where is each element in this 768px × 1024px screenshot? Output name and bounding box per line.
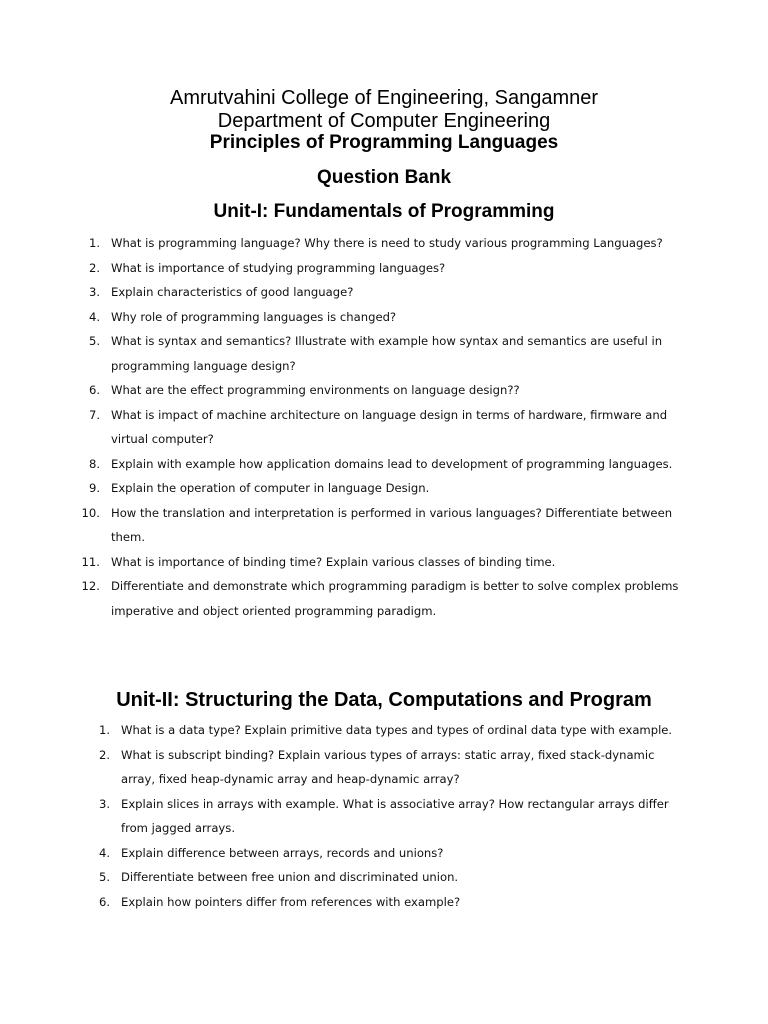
question-number: 6.	[88, 383, 100, 397]
question-text: What is importance of studying programming languages?	[111, 260, 446, 275]
question-item	[0, 403, 768, 452]
question-text: Explain the operation of computer in language Design.	[111, 481, 430, 495]
question-text: Why role of programming languages is changed?	[111, 309, 397, 324]
question-number: 3.	[88, 285, 100, 299]
question-item	[0, 305, 768, 330]
question-item	[0, 256, 768, 281]
question-text: What is syntax and semantics? Illustrate with example how syntax and semantics are useful in programming language design?	[111, 334, 663, 373]
question-item	[0, 452, 768, 477]
question-number: 5.	[88, 334, 100, 348]
question-text: Differentiate and demonstrate which programming paradigm is better to solve complex problems imperative and object oriented programming paradigm.	[111, 579, 679, 618]
question-text: Explain with example how application domains lead to development of programming languages.	[111, 456, 673, 471]
question-item	[0, 378, 768, 403]
unit2-question-list	[0, 718, 768, 914]
question-item	[0, 476, 768, 501]
question-number: 2.	[88, 260, 100, 275]
question-number: 7.	[88, 407, 100, 422]
question-number: 1.	[98, 723, 110, 737]
question-item	[0, 890, 768, 915]
question-number: 4.	[88, 309, 100, 324]
question-item	[0, 231, 768, 256]
question-text: Explain characteristics of good language?	[111, 285, 354, 299]
question-text: What is importance of binding time? Explain various classes of binding time.	[111, 554, 556, 569]
question-text: What is subscript binding? Explain various types of arrays: static array, fixed stack-dynamic array, fixed heap-dynamic array and heap-dynamic array?	[121, 747, 655, 786]
question-item	[0, 550, 768, 575]
question-item	[0, 743, 768, 792]
question-text: Explain how pointers differ from references with example?	[121, 894, 461, 909]
question-item	[0, 501, 768, 550]
question-number: 9.	[88, 481, 100, 495]
question-text: Explain difference between arrays, records and unions?	[121, 845, 444, 860]
question-text: What is programming language? Why there is need to study various programming Languages?	[111, 236, 663, 250]
unit1-heading: Unit-I: Fundamentals of Programming	[213, 201, 555, 222]
question-number: 4.	[98, 845, 110, 860]
unit2-heading: Unit-II: Structuring the Data, Computations and Program	[116, 689, 652, 711]
question-text: Explain slices in arrays with example. What is associative array? How rectangular arrays differ from jagged arrays.	[121, 796, 669, 835]
question-text: What are the effect programming environments on language design??	[111, 383, 520, 397]
question-number: 3.	[98, 796, 110, 811]
question-text: How the translation and interpretation is performed in various languages? Differentiate between them.	[111, 505, 673, 544]
question-number: 2.	[98, 747, 110, 762]
college-name: Amrutvahini College of Engineering, Sangamner	[169, 87, 599, 109]
question-item	[0, 865, 768, 890]
question-item	[0, 718, 768, 743]
question-item	[0, 329, 768, 378]
document-title: Question Bank	[316, 167, 452, 188]
question-text: What is impact of machine architecture on language design in terms of hardware, firmware and virtual computer?	[111, 407, 668, 446]
question-number: 5.	[98, 870, 110, 884]
question-item	[0, 574, 768, 623]
question-number: 10.	[81, 505, 100, 520]
question-text: What is a data type? Explain primitive data types and types of ordinal data type with example.	[121, 723, 673, 737]
unit1-question-list	[0, 231, 768, 623]
question-item	[0, 841, 768, 866]
question-item	[0, 280, 768, 305]
question-number: 6.	[98, 894, 110, 909]
question-number: 12.	[81, 579, 100, 593]
question-number: 11.	[81, 554, 100, 569]
question-number: 1.	[88, 236, 100, 250]
question-text: Differentiate between free union and discriminated union.	[121, 870, 459, 884]
department-name: Department of Computer Engineering	[217, 110, 551, 132]
question-number: 8.	[88, 456, 100, 471]
course-title: Principles of Programming Languages	[209, 132, 559, 153]
question-item	[0, 792, 768, 841]
